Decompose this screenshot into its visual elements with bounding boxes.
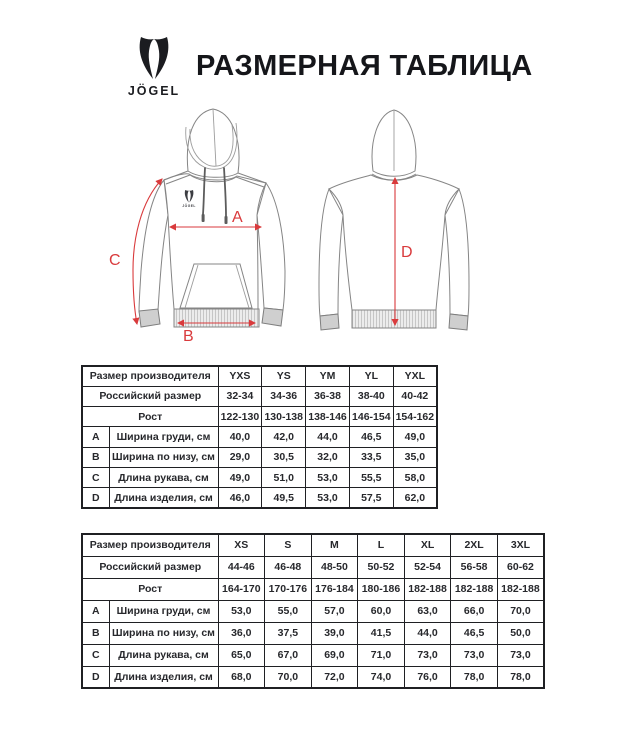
measurement-value: 53,0 bbox=[306, 467, 350, 487]
measure-label-a: A bbox=[232, 209, 243, 226]
measurement-row bbox=[82, 427, 437, 447]
measure-label-c: C bbox=[109, 252, 121, 269]
size-system-label: Рост bbox=[82, 407, 218, 427]
measurement-value: 71,0 bbox=[358, 644, 405, 666]
cuff-left bbox=[139, 309, 160, 327]
measurement-label: Ширина по низу, см bbox=[109, 622, 218, 644]
back-view-diagram bbox=[315, 105, 530, 350]
size-table-adult bbox=[81, 533, 545, 689]
size-value: 3XL bbox=[497, 534, 544, 556]
measurement-value: 66,0 bbox=[451, 600, 498, 622]
size-value: 182-188 bbox=[451, 578, 498, 600]
jogel-logo-icon bbox=[137, 36, 171, 82]
measurement-label: Длина изделия, см bbox=[109, 488, 218, 508]
measurement-row bbox=[82, 488, 437, 508]
measurement-letter: D bbox=[82, 666, 109, 688]
measurement-value: 37,5 bbox=[265, 622, 312, 644]
size-value: 182-188 bbox=[404, 578, 451, 600]
measurement-value: 35,0 bbox=[393, 447, 437, 467]
measurement-value: 29,0 bbox=[218, 447, 262, 467]
measurement-value: 55,5 bbox=[349, 467, 393, 487]
size-value: 60-62 bbox=[497, 556, 544, 578]
measurement-value: 73,0 bbox=[497, 644, 544, 666]
size-value: 2XL bbox=[451, 534, 498, 556]
size-value: 138-146 bbox=[306, 407, 350, 427]
measurement-value: 78,0 bbox=[451, 666, 498, 688]
measurement-value: 53,0 bbox=[306, 488, 350, 508]
measurement-row bbox=[82, 447, 437, 467]
measurement-value: 57,0 bbox=[311, 600, 358, 622]
measurement-value: 32,0 bbox=[306, 447, 350, 467]
measurement-letter: C bbox=[82, 467, 109, 487]
measurement-letter: C bbox=[82, 644, 109, 666]
measurement-value: 67,0 bbox=[265, 644, 312, 666]
measurement-value: 40,0 bbox=[218, 427, 262, 447]
size-value: 44-46 bbox=[218, 556, 265, 578]
measurement-value: 41,5 bbox=[358, 622, 405, 644]
measurement-label: Длина рукава, см bbox=[109, 467, 218, 487]
measurement-value: 74,0 bbox=[358, 666, 405, 688]
measurement-row bbox=[82, 600, 544, 622]
size-value: 146-154 bbox=[349, 407, 393, 427]
size-value: 52-54 bbox=[404, 556, 451, 578]
measurement-label: Длина рукава, см bbox=[109, 644, 218, 666]
measurement-value: 78,0 bbox=[497, 666, 544, 688]
measurement-label: Ширина груди, см bbox=[109, 600, 218, 622]
measurement-value: 49,5 bbox=[262, 488, 306, 508]
measurement-value: 50,0 bbox=[497, 622, 544, 644]
size-value: 176-184 bbox=[311, 578, 358, 600]
measurement-value: 49,0 bbox=[218, 467, 262, 487]
size-value: 154-162 bbox=[393, 407, 437, 427]
page-title: РАЗМЕРНАЯ ТАБЛИЦА bbox=[196, 50, 533, 82]
size-value: 180-186 bbox=[358, 578, 405, 600]
measurement-value: 46,0 bbox=[218, 488, 262, 508]
size-header-row bbox=[82, 386, 437, 406]
size-value: 48-50 bbox=[311, 556, 358, 578]
size-value: XL bbox=[404, 534, 451, 556]
measurement-value: 30,5 bbox=[262, 447, 306, 467]
measurement-value: 51,0 bbox=[262, 467, 306, 487]
size-value: 122-130 bbox=[218, 407, 262, 427]
size-header-row bbox=[82, 534, 544, 556]
measurement-value: 69,0 bbox=[311, 644, 358, 666]
size-value: 56-58 bbox=[451, 556, 498, 578]
measurement-label: Ширина по низу, см bbox=[109, 447, 218, 467]
measurement-value: 72,0 bbox=[311, 666, 358, 688]
measurement-label: Длина изделия, см bbox=[109, 666, 218, 688]
cuff-left bbox=[320, 314, 339, 330]
measurement-value: 42,0 bbox=[262, 427, 306, 447]
measurement-row bbox=[82, 666, 544, 688]
measurement-value: 46,5 bbox=[451, 622, 498, 644]
measurement-value: 63,0 bbox=[404, 600, 451, 622]
size-value: 130-138 bbox=[262, 407, 306, 427]
measurement-value: 46,5 bbox=[349, 427, 393, 447]
size-header-row bbox=[82, 578, 544, 600]
back-hoodie-drawing bbox=[319, 110, 469, 330]
brand-logo-text: JÖGEL bbox=[127, 84, 181, 98]
front-hoodie-drawing bbox=[109, 109, 285, 345]
measurement-value: 55,0 bbox=[265, 600, 312, 622]
measurement-row bbox=[82, 622, 544, 644]
brand-logo bbox=[122, 36, 186, 98]
size-value: 164-170 bbox=[218, 578, 265, 600]
size-header-row bbox=[82, 556, 544, 578]
measurement-value: 44,0 bbox=[404, 622, 451, 644]
size-system-label: Рост bbox=[82, 578, 218, 600]
size-value: XS bbox=[218, 534, 265, 556]
measurement-row bbox=[82, 644, 544, 666]
cuff-right bbox=[449, 314, 468, 330]
size-value: 182-188 bbox=[497, 578, 544, 600]
size-value: 32-34 bbox=[218, 386, 262, 406]
measurement-value: 68,0 bbox=[218, 666, 265, 688]
hem-band bbox=[352, 310, 436, 328]
measurement-value: 36,0 bbox=[218, 622, 265, 644]
measurement-value: 39,0 bbox=[311, 622, 358, 644]
measurement-value: 49,0 bbox=[393, 427, 437, 447]
measurement-value: 73,0 bbox=[404, 644, 451, 666]
measure-label-d: D bbox=[401, 244, 413, 261]
measurement-value: 60,0 bbox=[358, 600, 405, 622]
size-value: 36-38 bbox=[306, 386, 350, 406]
measurement-value: 62,0 bbox=[393, 488, 437, 508]
measurement-value: 44,0 bbox=[306, 427, 350, 447]
size-header-row bbox=[82, 366, 437, 386]
size-value: YM bbox=[306, 366, 350, 386]
size-table-youth bbox=[81, 365, 438, 509]
hem-band bbox=[174, 309, 259, 327]
measurement-value: 33,5 bbox=[349, 447, 393, 467]
size-value: 46-48 bbox=[265, 556, 312, 578]
size-system-label: Размер производителя bbox=[82, 534, 218, 556]
measurement-value: 57,5 bbox=[349, 488, 393, 508]
svg-text:JÖGEL: JÖGEL bbox=[182, 204, 196, 209]
size-system-label: Российский размер bbox=[82, 556, 218, 578]
size-value: YS bbox=[262, 366, 306, 386]
size-value: M bbox=[311, 534, 358, 556]
measurement-letter: B bbox=[82, 447, 109, 467]
measurement-label: Ширина груди, см bbox=[109, 427, 218, 447]
size-value: L bbox=[358, 534, 405, 556]
measurement-value: 53,0 bbox=[218, 600, 265, 622]
measure-label-b: B bbox=[183, 328, 194, 345]
size-header-row bbox=[82, 407, 437, 427]
size-value: YL bbox=[349, 366, 393, 386]
size-value: 34-36 bbox=[262, 386, 306, 406]
measurement-letter: A bbox=[82, 427, 109, 447]
size-value: YXS bbox=[218, 366, 262, 386]
size-value: YXL bbox=[393, 366, 437, 386]
size-system-label: Размер производителя bbox=[82, 366, 218, 386]
measurement-row bbox=[82, 467, 437, 487]
measurement-letter: B bbox=[82, 622, 109, 644]
measurement-letter: D bbox=[82, 488, 109, 508]
measurement-value: 58,0 bbox=[393, 467, 437, 487]
front-view-diagram bbox=[100, 105, 325, 350]
size-value: 38-40 bbox=[349, 386, 393, 406]
size-value: S bbox=[265, 534, 312, 556]
measurement-value: 70,0 bbox=[497, 600, 544, 622]
size-value: 50-52 bbox=[358, 556, 405, 578]
measurement-value: 70,0 bbox=[265, 666, 312, 688]
cuff-right bbox=[262, 308, 283, 326]
measurement-letter: A bbox=[82, 600, 109, 622]
size-value: 40-42 bbox=[393, 386, 437, 406]
measurement-value: 73,0 bbox=[451, 644, 498, 666]
measurement-value: 65,0 bbox=[218, 644, 265, 666]
size-value: 170-176 bbox=[265, 578, 312, 600]
size-system-label: Российский размер bbox=[82, 386, 218, 406]
measurement-value: 76,0 bbox=[404, 666, 451, 688]
